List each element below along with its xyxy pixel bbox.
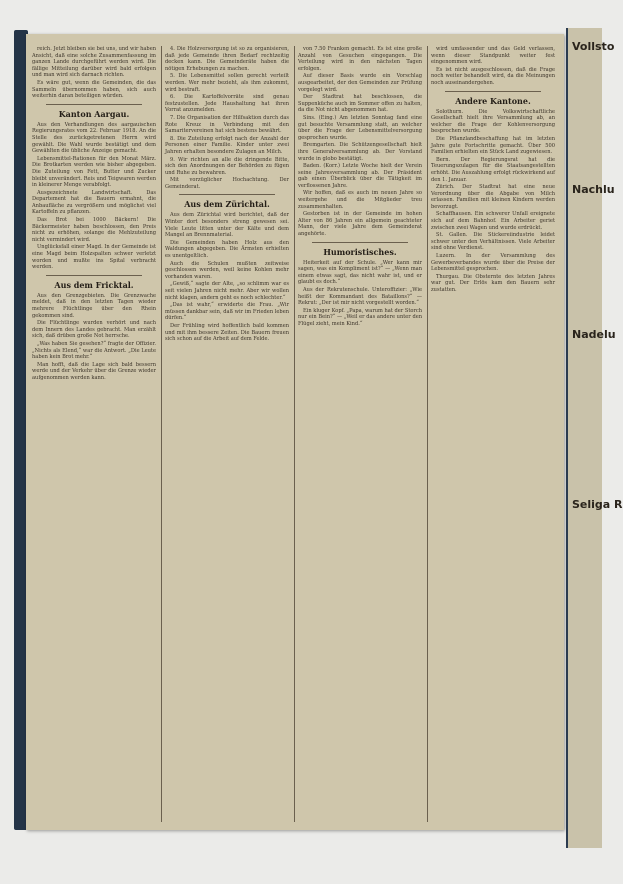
paragraph: Man hofft, daß die Lage sich bald bessern werde und der Verkehr über die Grenze wieder aufgenommen werden kann. — [32, 361, 156, 381]
paragraph: Solothurn. Die Volkswirtschaftliche Gesellschaft hielt ihre Versammlung ab, an welcher die Frage der Kohlenversorgung besprochen wurde. — [431, 108, 555, 135]
paragraph: Baden. (Korr.) Letzte Woche hielt der Verein seine Jahresversammlung ab. Der Präsident gab einen Überblick über die Tätigkeit im verflossenen Jahre. — [298, 163, 422, 189]
section-separator — [312, 242, 408, 243]
section-heading: Humoristisches. — [323, 246, 397, 257]
paragraph: Die Pflanzlandbeschaffung hat im letzten Jahre gute Fortschritte gemacht. Über 500 Familien erhielten ein Stück Land zugewiesen. — [431, 135, 555, 156]
column-rule — [294, 46, 295, 822]
section-heading: Andere Kantone. — [455, 95, 531, 106]
paragraph: von 7.50 Franken gemacht. Es ist eine große Anzahl von Gesuchen eingegangen. Die Verteilung wird in den nächsten Tagen erfolgen. — [298, 46, 422, 72]
edge-fragment: Nadelu — [572, 328, 616, 341]
section-separator — [445, 91, 541, 92]
paragraph: Es wäre gut, wenn die Gemeinden, die das Sammeln übernommen haben, sich auch weiterhin daran beteiligen würden. — [32, 79, 156, 100]
paragraph: „Was haben Sie gesehen?“ fragte der Offizier. „Nichts als Elend,“ war die Antwort. „Die Leute haben kein Brot mehr.“ — [32, 340, 156, 361]
paragraph: Der Stadtrat hat beschlossen, die Suppenküche auch im Sommer offen zu halten, da die Not nicht abgenommen hat. — [298, 94, 422, 114]
column-rule — [427, 46, 428, 822]
paragraph: 7. Die Organisation der Hilfsaktion durch das Rote Kreuz in Verbindung mit den Samaritervereinen hat sich bestens bewährt. — [165, 114, 289, 135]
paragraph: Ein kluger Kopf. „Papa, warum hat der Storch nur ein Bein?“ — „Weil er das andere unter den Flügel zieht, mein Kind.“ — [298, 307, 422, 327]
section-heading: Aus dem Fricktal. — [54, 279, 134, 290]
paragraph: 4. Die Holzversorgung ist so zu organisieren, daß jede Gemeinde ihren Bedarf rechtzeitig decken kann. Die Gemeinderäte haben die nötigen Erhebungen zu machen. — [165, 46, 289, 72]
paragraph: Die Flüchtlinge wurden verhört und nach dem Innern des Landes gebracht. Man erzählt sich, daß drüben große Not herrsche. — [32, 320, 156, 340]
section-separator — [46, 275, 142, 276]
section-separator — [46, 104, 142, 105]
paragraph: Mit vorzüglicher Hochachtung. Der Gemeinderat. — [165, 177, 289, 190]
paragraph: 6. Die Kartoffelvorräte sind genau festzustellen. Jede Haushaltung hat ihren Vorrat anzumelden. — [165, 94, 289, 114]
paragraph: „Gewiß,“ sagte der Alte, „so schlimm war es seit vielen Jahren nicht mehr. Aber wir wollen nicht klagen, andern geht es noch schlechter.“ — [165, 281, 289, 301]
paragraph: Unglücksfall einer Magd. In der Gemeinde ist eine Magd beim Holzspalten schwer verletzt worden und mußte ins Spital verbracht werden. — [32, 244, 156, 271]
paragraph: Aus der Rekrutenschule. Unteroffizier: „Wie heißt der Kommandant des Bataillons?“ — Rekrut: „Der ist mir nicht vorgestellt worden.“ — [298, 287, 422, 307]
paragraph: Schaffhausen. Ein schwerer Unfall ereignete sich auf dem Bahnhof. Ein Arbeiter geriet zwischen zwei Wagen und wurde erdrückt. — [431, 211, 555, 231]
paragraph: Auch die Schulen mußten zeitweise geschlossen werden, weil keine Kohlen mehr vorhanden waren. — [165, 260, 289, 280]
text-column-4 — [431, 46, 555, 822]
facing-page-edge — [566, 28, 623, 848]
paragraph: Bremgarten. Die Schützengesellschaft hielt ihre Generalversammlung ab. Der Vorstand wurde in globo bestätigt. — [298, 142, 422, 162]
section-heading: Kanton Aargau. — [58, 108, 130, 119]
section-heading: Aus dem Zürichtal. — [184, 199, 270, 210]
paragraph: Aus dem Zürichtal wird berichtet, daß der Winter dort besonders streng gewesen sei. Viele Leute litten unter der Kälte und dem Mangel an Brennmaterial. — [165, 212, 289, 239]
section-separator — [179, 194, 275, 195]
paragraph: Zürich. Der Stadtrat hat eine neue Verordnung über die Abgabe von Milch erlassen. Familien mit kleinen Kindern werden bevorzugt. — [431, 184, 555, 210]
paragraph: Ausgezeichnete Landwirtschaft. Das Departement hat die Bauern ermahnt, die Anbaufläche zu vergrößern und möglichst viel Kartoffeln zu pflanzen. — [32, 189, 156, 216]
paragraph: 9. Wir richten an alle die dringende Bitte, sich den Anordnungen der Behörden zu fügen und Ruhe zu bewahren. — [165, 156, 289, 176]
paragraph: Die Gemeinden haben Holz aus den Waldungen abgegeben. Die Ärmsten erhielten es unentgeltlich. — [165, 239, 289, 260]
paragraph: Heiterkeit auf der Schule. „Wer kann mir sagen, was ein Kompliment ist?“ — „Wenn man einem etwas sagt, das nicht wahr ist, und er glaubt es doch.“ — [298, 259, 422, 286]
paragraph: Aus den Verhandlungen des aargauischen Regierungsrates vom 22. Februar 1918. An die Stelle des zurückgetretenen Herrn wird gewählt. Die Wahl wurde bestätigt und dem Gewählten die übliche Anzeige gemacht. — [32, 121, 156, 155]
text-column-1 — [32, 46, 156, 822]
paragraph: Es ist nicht ausgeschlossen, daß die Frage noch weiter behandelt wird, da die Meinungen noch auseinandergehen. — [431, 66, 555, 86]
edge-fragment: Nachlu — [572, 183, 615, 196]
paragraph: Thurgau. Die Obsternte des letzten Jahres war gut. Der Erlös kam den Bauern sehr zustatten. — [431, 273, 555, 293]
paragraph: Das Brot bei 1000 Bäckern! Die Bäckermeister haben beschlossen, den Preis nicht zu erhöhen, solange die Mehlzuteilung nicht vermindert wird. — [32, 217, 156, 243]
newspaper-page — [26, 34, 564, 830]
text-column-3 — [298, 46, 422, 822]
column-rule — [161, 46, 162, 822]
paragraph: „Das ist wahr,“ erwiderte die Frau. „Wir müssen dankbar sein, daß wir im Frieden leben dürfen.“ — [165, 302, 289, 322]
paragraph: 8. Die Zuteilung erfolgt nach der Anzahl der Personen einer Familie. Kinder unter zwei Jahren erhalten besondere Zulagen an Milch. — [165, 135, 289, 155]
paragraph: reich. Jetzt bleiben sie bei uns, und wir haben Ansicht, daß eine solche Zusammenfassung im ganzen Lande durchgeführt werden wird. Die fällige Mitteilung darüber wird bald erfolgen und man wird sich darnach richten. — [32, 46, 156, 79]
paragraph: Lebensmittel-Rationen für den Monat März. Die Brotkarten werden wie bisher abgegeben. Die Zuteilung von Fett, Butter und Zucker bleibt unverändert. Reis und Teigwaren werden in kleinerer Menge verabfolgt. — [32, 155, 156, 189]
paragraph: Aus den Grenzgebieten. Die Grenzwache meldet, daß in den letzten Tagen wieder mehrere Flüchtlinge über den Rhein gekommen sind. — [32, 292, 156, 319]
paragraph: Bern. Der Regierungsrat hat die Teuerungszulagen für die Staatsangestellten erhöht. Die Auszahlung erfolgt rückwirkend auf den 1. Januar. — [431, 156, 555, 183]
text-column-2 — [165, 46, 289, 822]
paragraph: 5. Die Lebensmittel sollen gerecht verteilt werden. Wer mehr bezieht, als ihm zukommt, wird bestraft. — [165, 73, 289, 93]
edge-fragment: Seliga R — [572, 498, 623, 511]
edge-fragment: Vollsto — [572, 40, 615, 53]
paragraph: St. Gallen. Die Stickereiindustrie leidet schwer unter den Verhältnissen. Viele Arbeiter sind ohne Verdienst. — [431, 232, 555, 252]
paragraph: Wir hoffen, daß es auch im neuen Jahre so weitergehe und die Mitglieder treu zusammenhalten. — [298, 190, 422, 210]
paragraph: Auf dieser Basis wurde ein Vorschlag ausgearbeitet, der den Gemeinden zur Prüfung vorgelegt wird. — [298, 73, 422, 93]
paragraph: Luzern. In der Versammlung des Gewerbeverbandes wurde über die Preise der Lebensmittel gesprochen. — [431, 253, 555, 273]
paragraph: Der Frühling wird hoffentlich bald kommen und mit ihm bessere Zeiten. Die Bauern freuen sich schon auf die Arbeit auf dem Felde. — [165, 322, 289, 343]
paragraph: Sins. (Eing.) Am letzten Sonntag fand eine gut besuchte Versammlung statt, an welcher über die Frage der Lebensmittelversorgung gesprochen wurde. — [298, 114, 422, 141]
paragraph: Gestorben ist in der Gemeinde im hohen Alter von 86 Jahren ein allgemein geachteter Mann, der viele Jahre dem Gemeinderat angehörte. — [298, 211, 422, 238]
paragraph: wird umfassender und das Geld verlassen, wenn dieser Standpunkt weiter fest eingenommen wird. — [431, 46, 555, 66]
